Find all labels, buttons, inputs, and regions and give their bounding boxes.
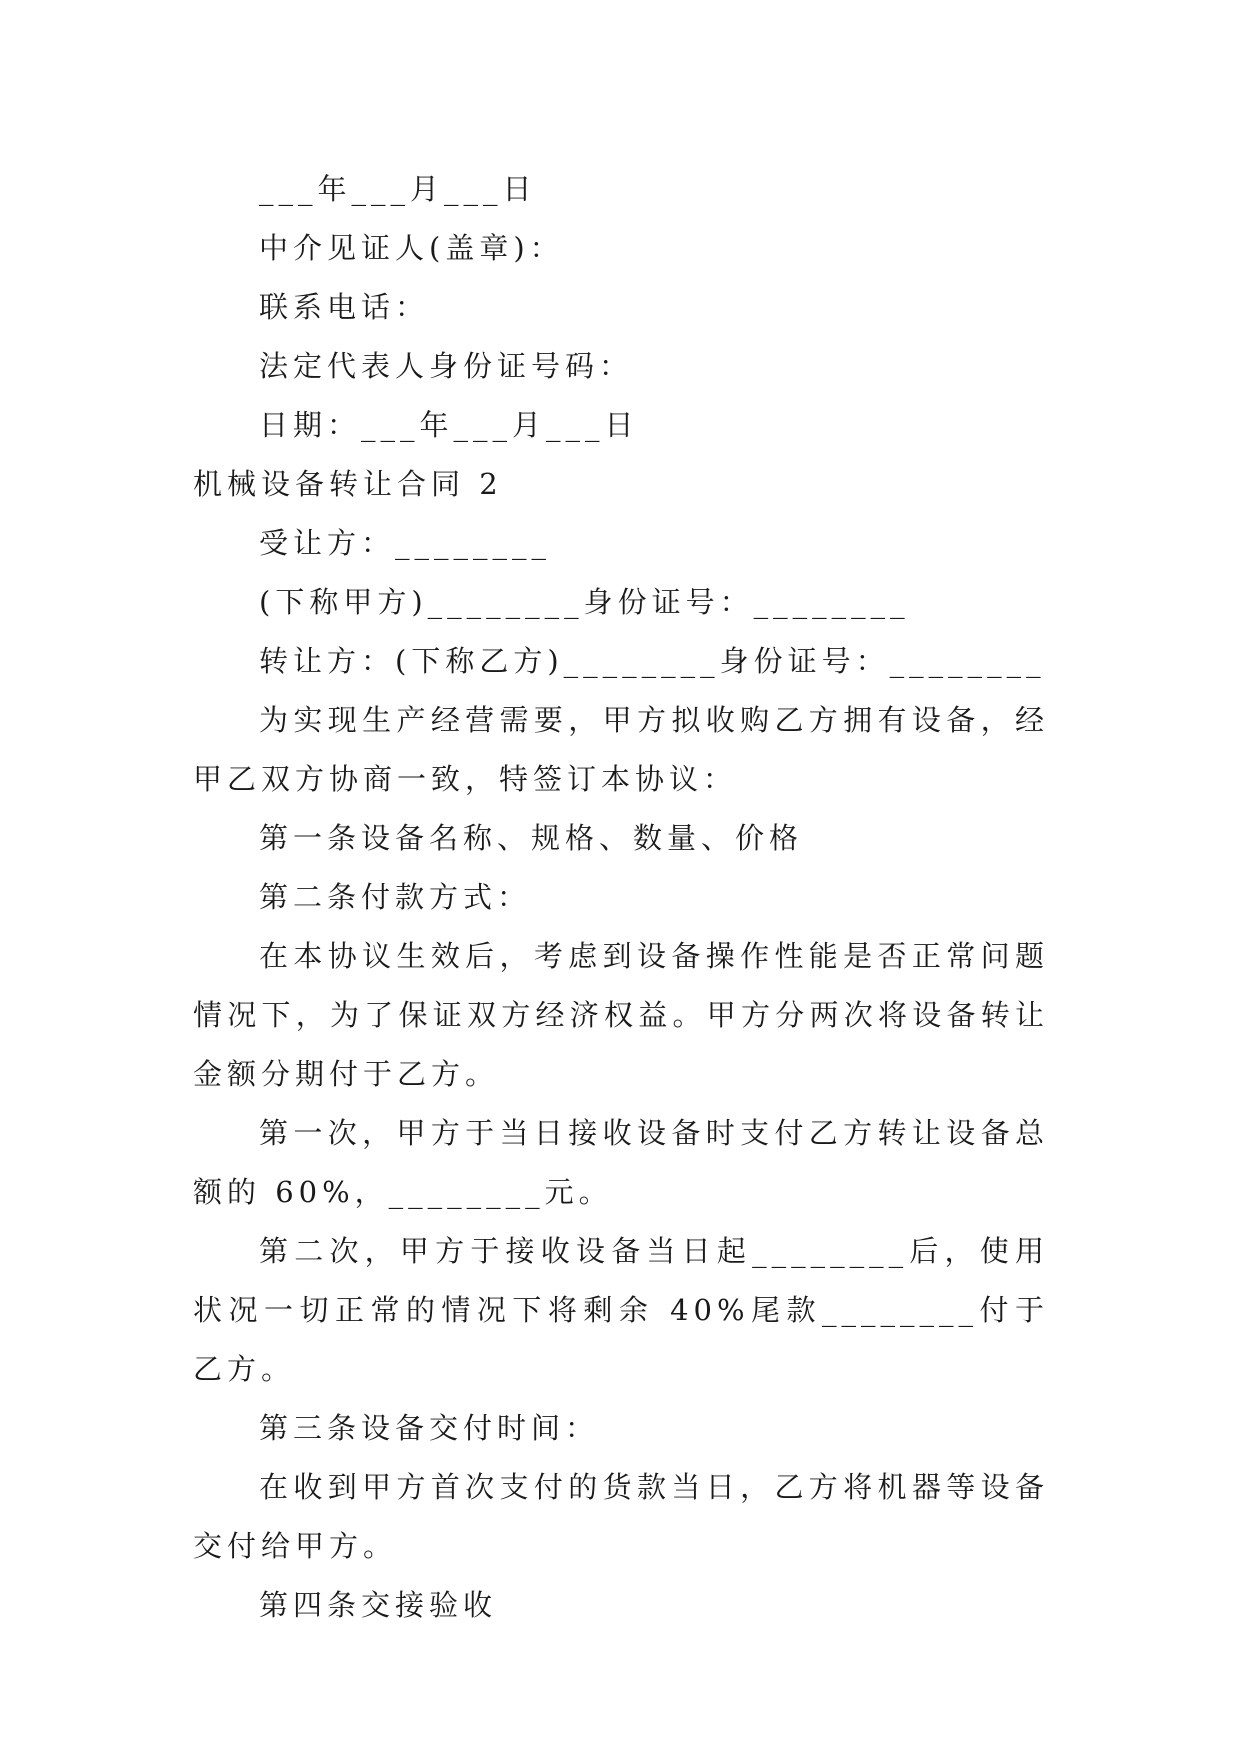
date-line: ___年___月___日 [259, 172, 537, 206]
transferor-line: 转让方：(下称乙方)________身份证号：________ [259, 644, 1046, 678]
payment-terms-paragraph: 在本协议生效后，考虑到设备操作性能是否正常问题情况下，为了保证双方经济权益。甲方分两次将设备转让金额分期付于乙方。 [193, 939, 1049, 1091]
contact-phone-line: 联系电话： [259, 290, 430, 324]
second-payment-paragraph: 第二次，甲方于接收设备当日起________后，使用状况一切正常的情况下将剩余 40%尾款________付于乙方。 [193, 1234, 1049, 1386]
legal-rep-id-line: 法定代表人身份证号码： [259, 349, 634, 383]
party-a-line: (下称甲方)________身份证号：________ [259, 585, 910, 619]
section-title: 机械设备转让合同 2 [193, 467, 503, 501]
article-2-heading: 第二条付款方式： [259, 880, 532, 914]
article-3-heading: 第三条设备交付时间： [259, 1411, 600, 1445]
first-payment-paragraph: 第一次，甲方于当日接收设备时支付乙方转让设备总额的 60%，________元。 [193, 1116, 1049, 1209]
transferee-line: 受让方：________ [259, 526, 552, 560]
article-4-heading: 第四条交接验收 [259, 1588, 498, 1622]
delivery-terms-paragraph: 在收到甲方首次支付的货款当日，乙方将机器等设备交付给甲方。 [193, 1470, 1049, 1563]
intro-paragraph: 为实现生产经营需要，甲方拟收购乙方拥有设备，经甲乙双方协商一致，特签订本协议： [193, 703, 1049, 796]
document-body [193, 160, 1049, 1635]
signing-date-line: 日期：___年___月___日 [259, 408, 639, 442]
article-1-heading: 第一条设备名称、规格、数量、价格 [259, 821, 804, 855]
witness-signature-line: 中介见证人(盖章)： [259, 231, 564, 265]
